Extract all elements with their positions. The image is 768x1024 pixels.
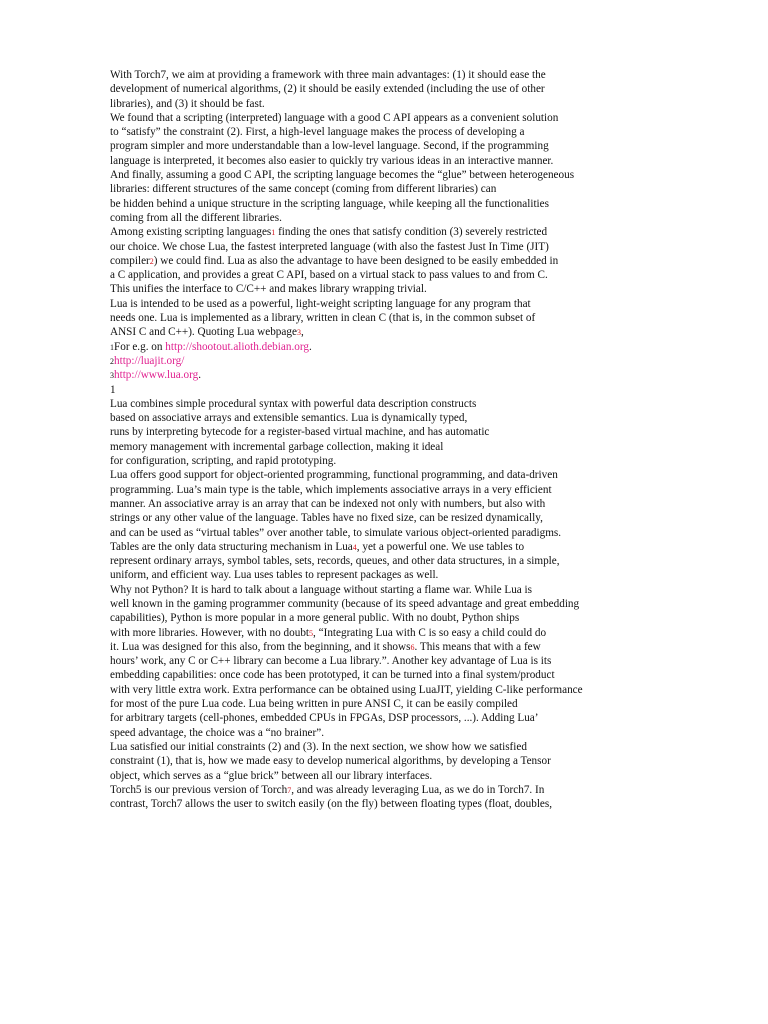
line-text: compiler [110, 254, 150, 267]
text-line [110, 654, 710, 668]
text-line [110, 325, 710, 339]
text-line [110, 597, 710, 611]
line-text: . [198, 369, 202, 382]
text-line [110, 468, 710, 482]
line-text: , yet a powerful one. We use tables to [356, 540, 525, 553]
text-line [110, 511, 710, 525]
text-line [110, 697, 710, 711]
line-text: Among existing scripting languages [110, 226, 272, 239]
line-text: for arbitrary targets (cell-phones, embedded CPUs in FPGAs, DSP processors, ...). Adding Lua’ [110, 712, 539, 725]
footnote-link[interactable]: http://www.lua.org [114, 369, 199, 382]
line-text: well known in the gaming programmer community (because of its speed advantage and great embedding [110, 597, 580, 610]
text-line [110, 626, 710, 640]
line-text: for most of the pure Lua code. Lua being written in pure ANSI C, it can be easily compiled [110, 698, 518, 711]
line-text: Lua combines simple procedural syntax with powerful data description constructs [110, 397, 477, 410]
text-line [110, 139, 710, 153]
text-line [110, 797, 710, 811]
text-line [110, 154, 710, 168]
line-text: And finally, assuming a good C API, the scripting language becomes the “glue” between heterogeneous [110, 169, 575, 182]
line-text: manner. An associative array is an array that can be indexed not only with numbers, but also with [110, 497, 546, 510]
footnote-marker[interactable]: 3 [296, 328, 301, 338]
line-text: for configuration, scripting, and rapid prototyping. [110, 455, 337, 468]
footnote-marker[interactable]: 7 [287, 785, 292, 795]
text-line [110, 668, 710, 682]
text-line [110, 254, 710, 268]
text-line [110, 640, 710, 654]
line-text: based on associative arrays and extensible semantics. Lua is dynamically typed, [110, 412, 468, 425]
line-text: . [308, 340, 312, 353]
line-text: , “Integrating Lua with C is so easy a child could do [313, 626, 547, 639]
footnote-marker[interactable]: 6 [410, 642, 415, 652]
text-line [110, 611, 710, 625]
text-line [110, 368, 710, 382]
line-text: speed advantage, the choice was a “no brainer”. [110, 726, 325, 739]
line-text: to “satisfy” the constraint (2). First, a high-level language makes the process of developing a [110, 126, 525, 139]
line-text: For e.g. on [114, 340, 166, 353]
document-body [110, 68, 710, 811]
text-line [110, 82, 710, 96]
line-text: coming from all the different libraries. [110, 211, 282, 224]
text-line [110, 683, 710, 697]
footnote-marker[interactable]: 2 [149, 256, 154, 266]
line-text: language is interpreted, it becomes also easier to quickly try various ideas in an interactive manner. [110, 154, 554, 167]
line-text: it. Lua was designed for this also, from the beginning, and it shows [110, 640, 411, 653]
text-line [110, 769, 710, 783]
line-text: Why not Python? It is hard to talk about a language without starting a flame war. While Lua is [110, 583, 533, 596]
text-line [110, 583, 710, 597]
text-line [110, 268, 710, 282]
line-text: be hidden behind a unique structure in the scripting language, while keeping all the functionalities [110, 197, 549, 210]
line-text: runs by interpreting bytecode for a register-based virtual machine, and has automatic [110, 426, 490, 439]
text-line [110, 282, 710, 296]
line-text: hours’ work, any C or C++ library can become a Lua library.”. Another key advantage of Lua is its [110, 655, 552, 668]
line-text: . This means that with a few [414, 640, 541, 653]
line-text: a C application, and provides a great C API, based on a virtual stack to pass values to and from C. [110, 269, 548, 282]
line-text: , and was already leveraging Lua, as we do in Torch7. In [291, 783, 545, 796]
text-line [110, 97, 710, 111]
text-line [110, 168, 710, 182]
line-text: with very little extra work. Extra performance can be obtained using LuaJIT, yielding C-like performance [110, 683, 583, 696]
text-line [110, 182, 710, 196]
text-line [110, 783, 710, 797]
text-line [110, 125, 710, 139]
line-text: Lua offers good support for object-oriented programming, functional programming, and data-driven [110, 469, 558, 482]
line-text: programming. Lua’s main type is the table, which implements associative arrays in a very efficient [110, 483, 552, 496]
line-text: embedding capabilities: once code has been prototyped, it can be turned into a final system/product [110, 669, 555, 682]
footnote-number: 3 [110, 371, 114, 381]
text-line [110, 354, 710, 368]
footnote-link[interactable]: http://shootout.alioth.debian.org [165, 340, 309, 353]
line-text: and can be used as “virtual tables” over another table, to simulate various object-oriented paradigms. [110, 526, 562, 539]
line-text: Lua satisfied our initial constraints (2) and (3). In the next section, we show how we satisfied [110, 740, 527, 753]
line-text: strings or any other value of the language. Tables have no fixed size, can be resized dynamically, [110, 512, 543, 525]
line-text: memory management with incremental garbage collection, making it ideal [110, 440, 444, 453]
footnote-marker[interactable]: 4 [352, 542, 357, 552]
footnote-link[interactable]: http://luajit.org/ [114, 354, 185, 367]
line-text: uniform, and efficient way. Lua uses tables to represent packages as well. [110, 569, 439, 582]
line-text: libraries: different structures of the same concept (coming from different libraries) can [110, 183, 497, 196]
text-line [110, 340, 710, 354]
line-text: ANSI C and C++). Quoting Lua webpage [110, 326, 297, 339]
text-line [110, 568, 710, 582]
line-text: 1 [110, 383, 116, 396]
line-text: This unifies the interface to C/C++ and makes library wrapping trivial. [110, 283, 427, 296]
text-line [110, 711, 710, 725]
text-line [110, 197, 710, 211]
line-text: with more libraries. However, with no doubt [110, 626, 310, 639]
text-line [110, 311, 710, 325]
line-text: our choice. We chose Lua, the fastest interpreted language (with also the fastest Just In Time (JIT) [110, 240, 549, 253]
text-line [110, 397, 710, 411]
text-line [110, 297, 710, 311]
text-line [110, 540, 710, 554]
footnote-marker[interactable]: 5 [309, 628, 314, 638]
text-line [110, 454, 710, 468]
line-text: object, which serves as a “glue brick” between all our library interfaces. [110, 769, 433, 782]
line-text: capabilities), Python is more popular in a more general public. With no doubt, Python ships [110, 612, 520, 625]
text-line [110, 111, 710, 125]
text-line [110, 425, 710, 439]
line-text: finding the ones that satisfy condition (3) severely restricted [275, 226, 548, 239]
text-line [110, 554, 710, 568]
line-text: needs one. Lua is implemented as a library, written in clean C (that is, in the common subset of [110, 312, 536, 325]
line-text: Lua is intended to be used as a powerful, light-weight scripting language for any program that [110, 297, 531, 310]
line-text: We found that a scripting (interpreted) language with a good C API appears as a convenient solution [110, 111, 559, 124]
line-text: Torch5 is our previous version of Torch [110, 783, 288, 796]
text-line [110, 726, 710, 740]
footnote-number: 1 [110, 342, 114, 352]
text-line [110, 211, 710, 225]
line-text: , [300, 326, 304, 339]
text-line [110, 740, 710, 754]
text-line [110, 240, 710, 254]
line-text: Tables are the only data structuring mechanism in Lua [110, 540, 353, 553]
line-text: ) we could find. Lua as also the advantage to have been designed to be easily embedded in [153, 254, 559, 267]
text-line [110, 754, 710, 768]
footnote-number: 2 [110, 356, 114, 366]
text-line [110, 225, 710, 239]
line-text: development of numerical algorithms, (2) it should be easily extended (including the use of other [110, 83, 545, 96]
text-line [110, 483, 710, 497]
text-line [110, 440, 710, 454]
line-text: program simpler and more understandable than a low-level language. Second, if the programming [110, 140, 549, 153]
text-line [110, 526, 710, 540]
text-line [110, 497, 710, 511]
text-line [110, 411, 710, 425]
line-text: constraint (1), that is, how we made easy to develop numerical algorithms, by developing a Tensor [110, 755, 551, 768]
text-line [110, 383, 710, 397]
line-text: With Torch7, we aim at providing a framework with three main advantages: (1) it should ease the [110, 69, 546, 81]
footnote-marker[interactable]: 1 [271, 228, 276, 238]
line-text: libraries), and (3) it should be fast. [110, 97, 265, 110]
line-text: contrast, Torch7 allows the user to switch easily (on the fly) between floating types (float, doubles, [110, 798, 553, 811]
line-text: represent ordinary arrays, symbol tables, sets, records, queues, and other data structures, in a simple, [110, 555, 560, 568]
text-line [110, 68, 710, 82]
